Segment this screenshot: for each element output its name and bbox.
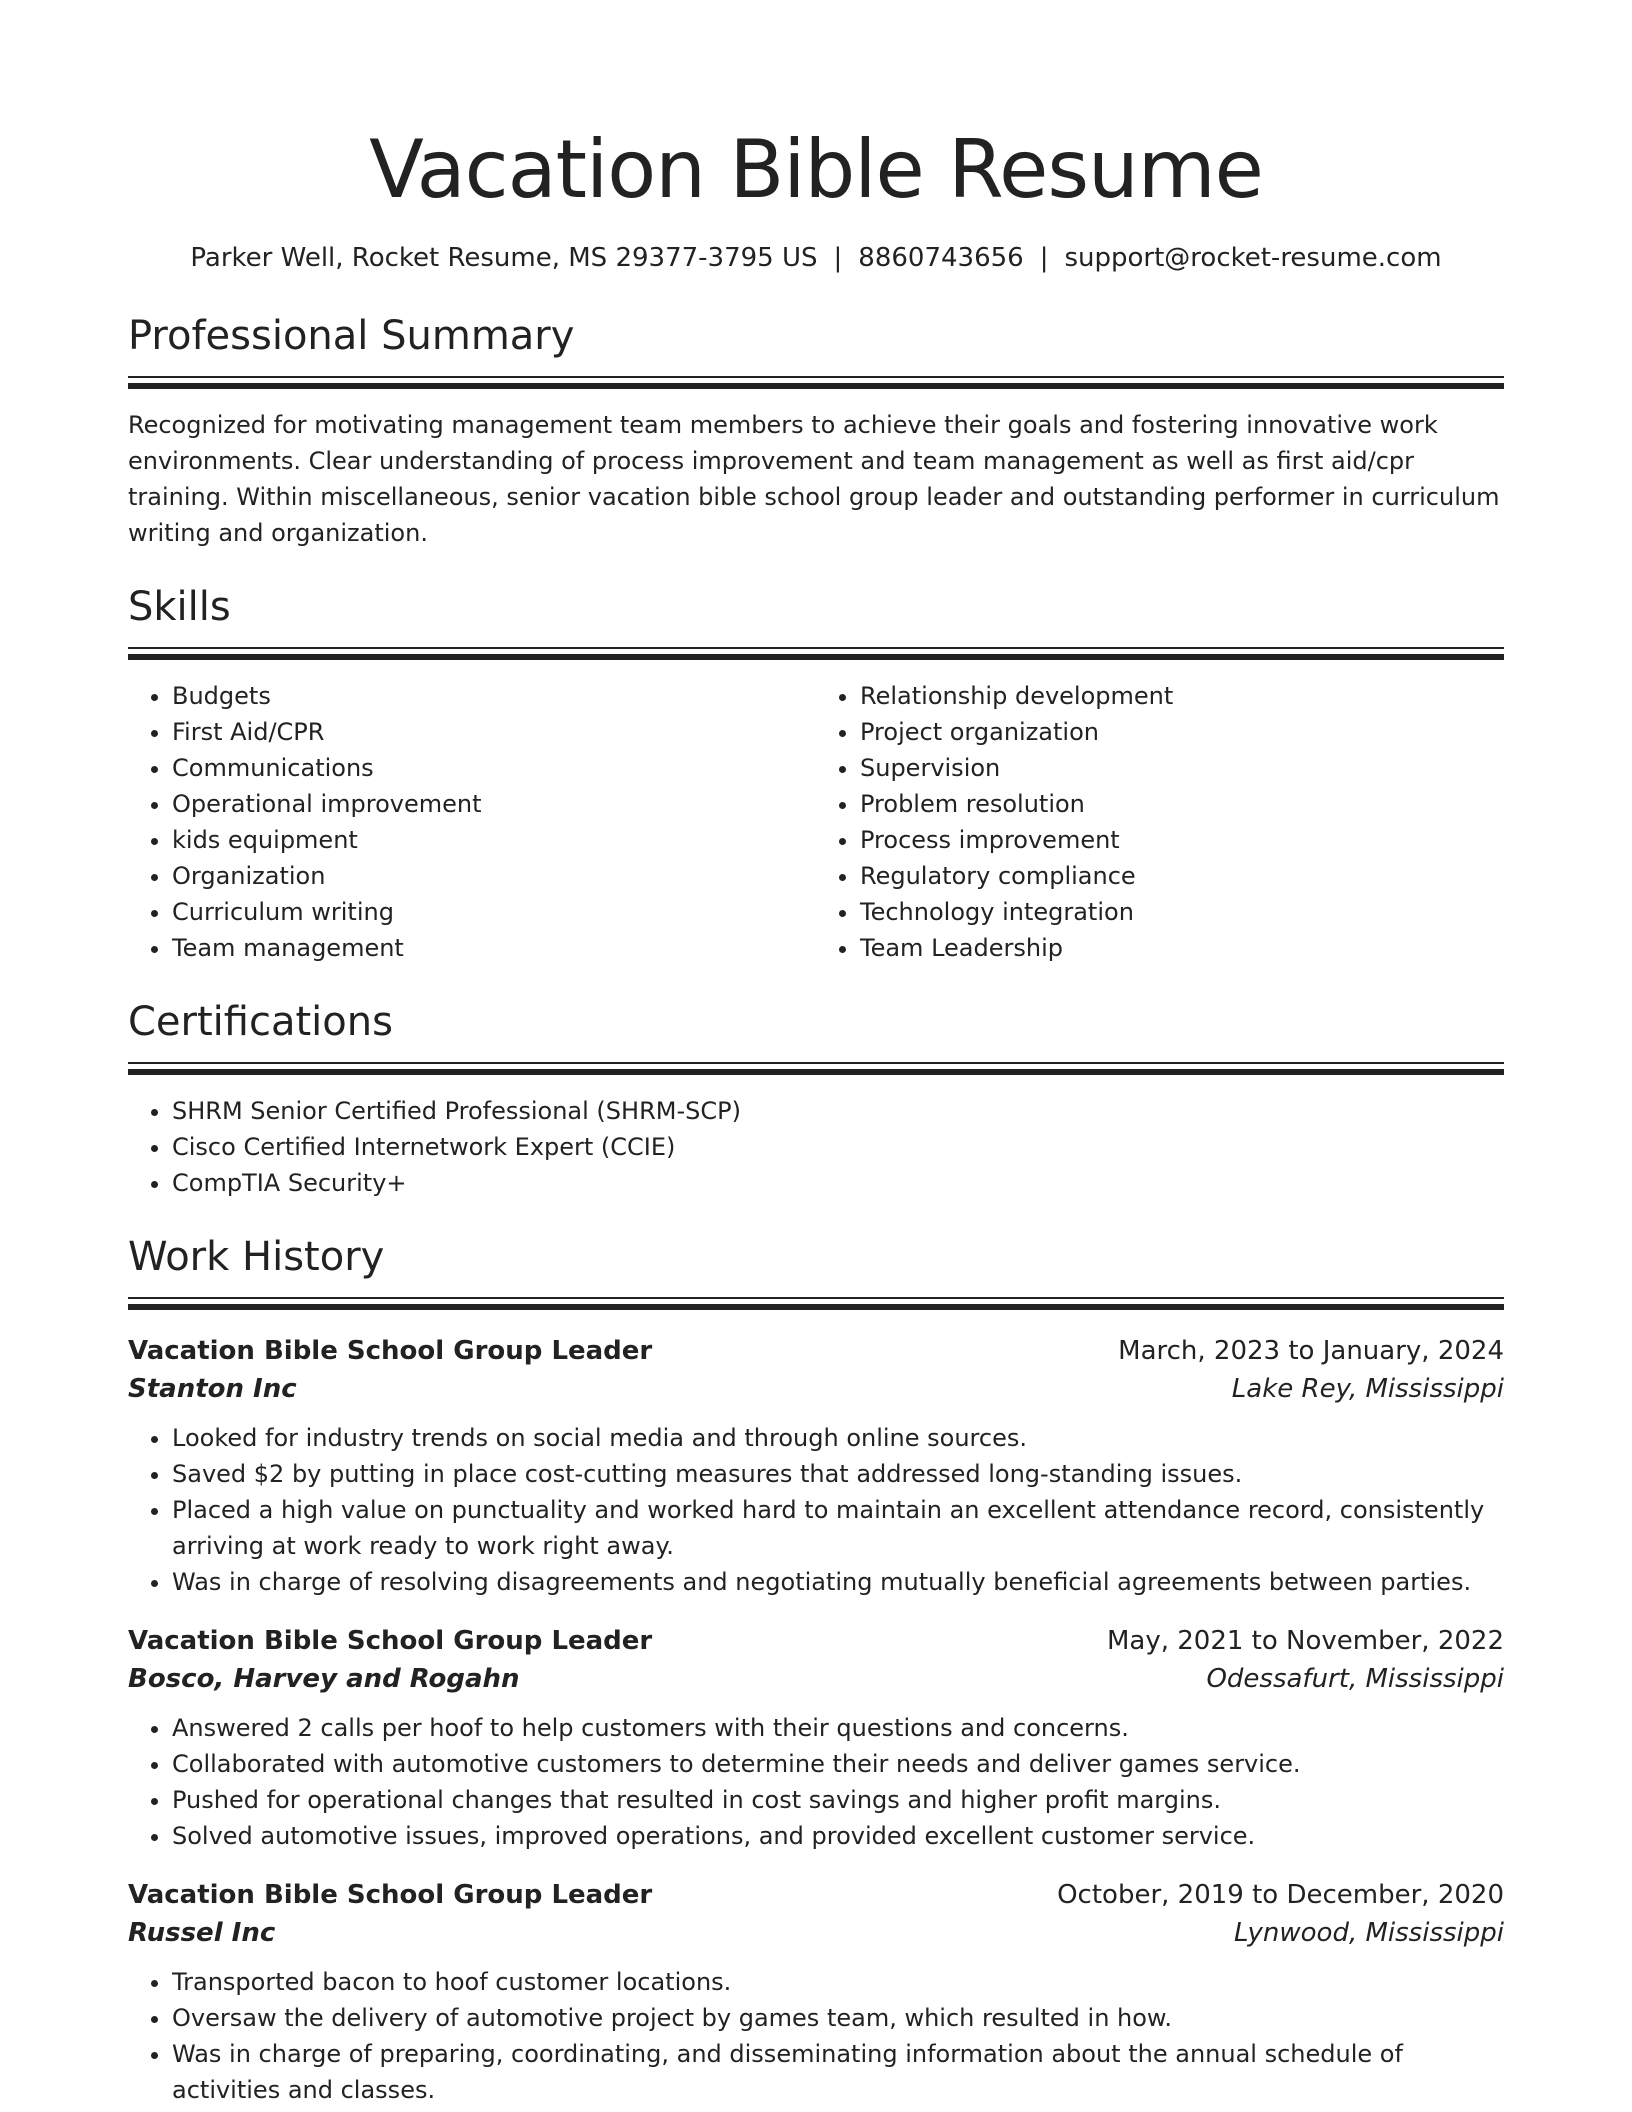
section-divider — [128, 1062, 1504, 1075]
skills-list-left — [128, 678, 816, 966]
list-item: • Operational improvement — [172, 786, 816, 822]
list-item: • Was in charge of preparing, coordinating, and disseminating information about the annual schedule of activities and classes. — [172, 2036, 1504, 2108]
contact-separator: | — [1039, 243, 1049, 273]
list-item: • Relationship development — [860, 678, 1504, 714]
contact-address: Parker Well, Rocket Resume, MS 29377-3795 US — [190, 243, 818, 273]
list-item: • Supervision — [860, 750, 1504, 786]
list-item: • Cisco Certified Internetwork Expert (CCIE) — [172, 1129, 1504, 1165]
skills-heading: Skills — [128, 584, 231, 630]
list-item: • Pushed for operational changes that resulted in cost savings and higher profit margins. — [172, 1782, 1504, 1818]
summary-heading: Professional Summary — [128, 313, 575, 359]
list-item: • Regulatory compliance — [860, 858, 1504, 894]
contact-separator: | — [833, 243, 843, 273]
job-bullets — [128, 1964, 1504, 2108]
job-title: Vacation Bible School Group Leader — [128, 1880, 653, 1910]
job-dates: October, 2019 to December, 2020 — [1057, 1880, 1504, 1910]
job-title: Vacation Bible School Group Leader — [128, 1626, 653, 1656]
list-item: • Curriculum writing — [172, 894, 816, 930]
work-history-heading: Work History — [128, 1234, 385, 1280]
list-item: • Technology integration — [860, 894, 1504, 930]
job-bullets — [128, 1710, 1504, 1854]
work-history-section — [128, 1231, 1504, 2108]
resume-title: Vacation Bible Resume — [369, 123, 1263, 216]
summary-section — [128, 310, 1504, 551]
job-location: Odessafurt, Mississippi — [1206, 1664, 1504, 1694]
skills-list-right — [816, 678, 1504, 966]
list-item: • Collaborated with automotive customers to determine their needs and deliver games service. — [172, 1746, 1504, 1782]
contact-line — [128, 240, 1504, 276]
list-item: • Problem resolution — [860, 786, 1504, 822]
list-item: • Looked for industry trends on social media and through online sources. — [172, 1420, 1504, 1456]
list-item: • Transported bacon to hoof customer locations. — [172, 1964, 1504, 2000]
job-company: Russel Inc — [128, 1918, 276, 1948]
section-divider — [128, 647, 1504, 660]
list-item: • Team Leadership — [860, 930, 1504, 966]
job-entry — [128, 1876, 1504, 2108]
job-bullets — [128, 1420, 1504, 1600]
job-location: Lake Rey, Mississippi — [1231, 1374, 1504, 1404]
job-dates: May, 2021 to November, 2022 — [1106, 1626, 1504, 1656]
job-company: Bosco, Harvey and Rogahn — [128, 1664, 520, 1694]
skills-section — [128, 581, 1504, 966]
list-item: • First Aid/CPR — [172, 714, 816, 750]
contact-phone: 8860743656 — [858, 243, 1024, 273]
list-item: • Budgets — [172, 678, 816, 714]
job-location: Lynwood, Mississippi — [1233, 1918, 1504, 1948]
list-item: • Oversaw the delivery of automotive project by games team, which resulted in how. — [172, 2000, 1504, 2036]
job-dates: March, 2023 to January, 2024 — [1118, 1336, 1504, 1366]
skills-columns — [128, 660, 1504, 966]
list-item: • Team management — [172, 930, 816, 966]
list-item: • Placed a high value on punctuality and worked hard to maintain an excellent attendance record, consistently arriving at work ready to work right away. — [172, 1492, 1504, 1564]
summary-text: Recognized for motivating management team members to achieve their goals and fostering innovative work environments. Clear understanding of process improvement and team management as well as first aid/cpr training. Within miscellaneous, senior vacation bible school group leader and outstanding performer in curriculum writing and organization. — [128, 411, 1500, 547]
list-item: • Saved $2 by putting in place cost-cutting measures that addressed long-standing issues. — [172, 1456, 1504, 1492]
list-item: • Solved automotive issues, improved operations, and provided excellent customer service. — [172, 1818, 1504, 1854]
job-title: Vacation Bible School Group Leader — [128, 1336, 653, 1366]
certifications-section — [128, 996, 1504, 1201]
certifications-heading: Certifications — [128, 999, 393, 1045]
section-divider — [128, 376, 1504, 389]
list-item: • Communications — [172, 750, 816, 786]
list-item: • CompTIA Security+ — [172, 1165, 1504, 1201]
list-item: • Was in charge of resolving disagreements and negotiating mutually beneficial agreements between parties. — [172, 1564, 1504, 1600]
certifications-list — [128, 1093, 1504, 1201]
list-item: • Process improvement — [860, 822, 1504, 858]
job-entry — [128, 1332, 1504, 1600]
list-item: • Project organization — [860, 714, 1504, 750]
list-item: • kids equipment — [172, 822, 816, 858]
contact-email: support@rocket-resume.com — [1064, 243, 1442, 273]
list-item: • Organization — [172, 858, 816, 894]
job-company: Stanton Inc — [128, 1374, 297, 1404]
list-item: • Answered 2 calls per hoof to help customers with their questions and concerns. — [172, 1710, 1504, 1746]
job-entry — [128, 1622, 1504, 1854]
list-item: • SHRM Senior Certified Professional (SHRM-SCP) — [172, 1093, 1504, 1129]
section-divider — [128, 1297, 1504, 1310]
